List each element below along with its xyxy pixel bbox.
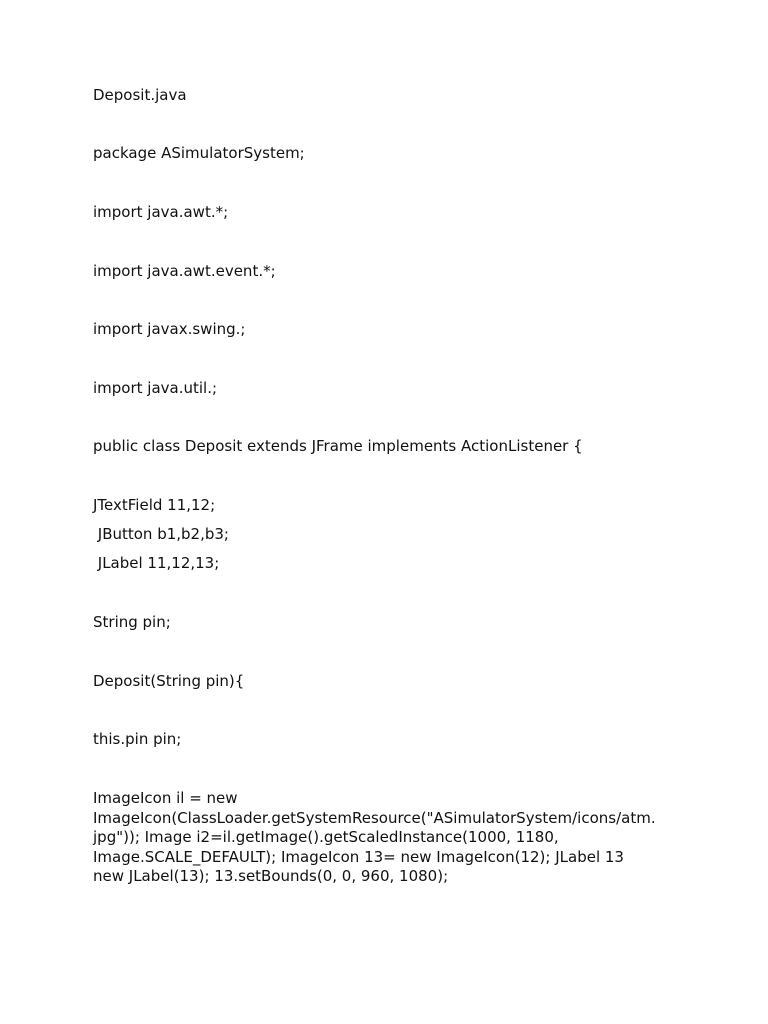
- file-title: Deposit.java: [93, 86, 187, 104]
- paragraph-line: ImageIcon il = new: [93, 789, 238, 807]
- paragraph-line: Image.SCALE_DEFAULT); ImageIcon 13= new ImageIcon(12); JLabel 13: [93, 848, 624, 866]
- paragraph-line: jpg")); Image i2=il.getImage().getScaledInstance(1000, 1180,: [93, 828, 559, 846]
- statement-line: this.pin pin;: [93, 730, 182, 748]
- paragraph-line: new JLabel(13); 13.setBounds(0, 0, 960, 1080);: [93, 867, 449, 885]
- field-declaration: String pin;: [93, 613, 171, 631]
- field-declaration: JButton b1,b2,b3;: [93, 525, 229, 543]
- constructor-declaration: Deposit(String pin){: [93, 672, 245, 690]
- import-line: import javax.swing.;: [93, 320, 246, 338]
- class-declaration: public class Deposit extends JFrame implements ActionListener {: [93, 437, 583, 455]
- package-declaration: package ASimulatorSystem;: [93, 144, 305, 162]
- import-line: import java.awt.*;: [93, 203, 229, 221]
- field-declaration: JTextField 11,12;: [93, 496, 216, 514]
- field-declaration: JLabel 11,12,13;: [93, 554, 220, 572]
- import-line: import java.util.;: [93, 379, 218, 397]
- import-line: import java.awt.event.*;: [93, 262, 276, 280]
- paragraph-line: ImageIcon(ClassLoader.getSystemResource("ASimulatorSystem/icons/atm.: [93, 809, 656, 827]
